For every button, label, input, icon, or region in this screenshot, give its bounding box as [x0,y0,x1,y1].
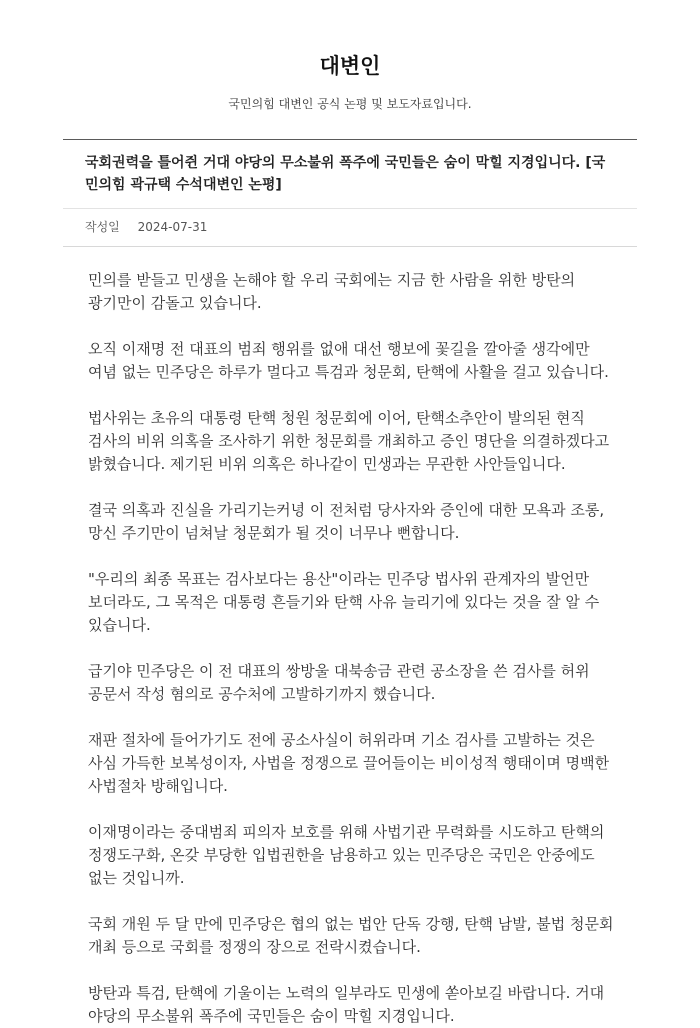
body-paragraph: 급기야 민주당은 이 전 대표의 쌍방울 대북송금 관련 공소장을 쓴 검사를 허위 공문서 작성 혐의로 공수처에 고발하기까지 했습니다. [88,662,590,703]
article-title: 국회권력을 틀어쥔 거대 야당의 무소불위 폭주에 국민들은 숨이 막힐 지경입니다. [국민의힘 곽규택 수석대변인 논평] [63,140,637,209]
page-subtitle: 국민의힘 대변인 공식 논평 및 보도자료입니다. [228,97,472,111]
page-title: 대변인 [319,54,381,78]
publish-date: 2024-07-31 [137,220,208,234]
date-label: 작성일 [85,220,120,234]
body-paragraph: 이재명이라는 중대범죄 피의자 보호를 위해 사법기관 무력화를 시도하고 탄핵의 정쟁도구화, 온갖 부당한 입법권한을 남용하고 있는 민주당은 국민은 안중에도 없는 것입니까. [88,823,605,887]
body-paragraph: 법사위는 초유의 대통령 탄핵 청원 청문회에 이어, 탄핵소추안이 발의된 현직 검사의 비위 의혹을 조사하기 위한 청문회를 개최하고 증인 명단을 의결하겠다고 밝혔습니다. 제기된 비위 의혹은 하나같이 민생과는 무관한 사안들입니다. [88,409,610,473]
article-meta [63,209,637,247]
body-paragraph: 오직 이재명 전 대표의 범죄 행위를 없애 대선 행보에 꽃길을 깔아줄 생각에만 여념 없는 민주당은 하루가 멀다고 특검과 청문회, 탄핵에 사활을 걸고 있습니다. [88,340,609,381]
article [63,139,637,1028]
body-paragraph: 결국 의혹과 진실을 가리기는커녕 이 전처럼 당사자와 증인에 대한 모욕과 조롱, 망신 주기만이 넘쳐날 청문회가 될 것이 너무나 뻔합니다. [88,501,605,542]
page-header [0,0,700,113]
body-paragraph: 재판 절차에 들어가기도 전에 공소사실이 허위라며 기소 검사를 고발하는 것은 사심 가득한 보복성이자, 사법을 정쟁으로 끌어들이는 비이성적 행태이며 명백한 사법절차 방해입니다. [88,731,610,795]
body-paragraph: "우리의 최종 목표는 검사보다는 용산"이라는 민주당 법사위 관계자의 발언만 보더라도, 그 목적은 대통령 흔들기와 탄핵 사유 늘리기에 있다는 것을 잘 알 수 있습니다. [88,570,600,634]
body-paragraph: 국회 개원 두 달 만에 민주당은 협의 없는 법안 단독 강행, 탄핵 남발, 불법 청문회 개최 등으로 국회를 정쟁의 장으로 전락시켰습니다. [88,915,614,956]
body-paragraph: 민의를 받들고 민생을 논해야 할 우리 국회에는 지금 한 사람을 위한 방탄의 광기만이 감돌고 있습니다. [88,271,576,312]
body-paragraph: 방탄과 특검, 탄핵에 기울이는 노력의 일부라도 민생에 쏟아보길 바랍니다. 거대 야당의 무소불위 폭주에 국민들은 숨이 막힐 지경입니다. [88,984,605,1025]
article-body [63,247,637,1028]
